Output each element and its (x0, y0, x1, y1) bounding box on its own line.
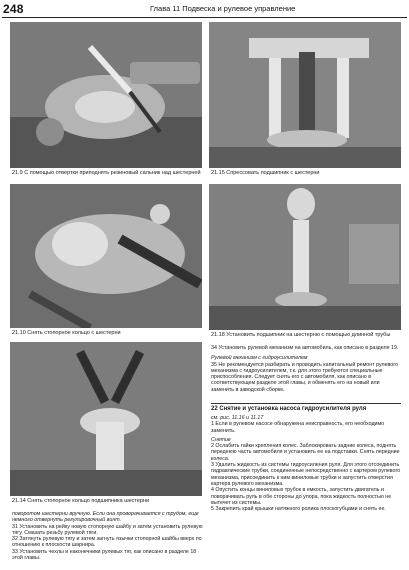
right-text-column (211, 345, 403, 393)
paragraph-30-continued: поворотом шестерни вручную. Если она проворачивается с трудом, еще немного отвернуть регулировочный винт. (12, 511, 199, 524)
figure-21-10-photo (10, 184, 202, 328)
section-22-paragraph-4: 4 Опустить концы виниловых трубок в емкость, запустить двигатель и поворачивать руль в обе стороны до упора, пока жидкость полностью не вытечет из системы. (211, 487, 392, 506)
figure-21-15-caption: 21.15 Спрессовать подшипник с шестерни (211, 170, 320, 176)
figure-21-9-photo (10, 22, 202, 168)
paragraph-35: 35 Не рекомендуется разбирать и проводить капитальный ремонт рулевого механизма с гидроусилителем, т.к. для этого требуются специальные приспособления. Следует снять его с автомобиля, как описано в соответствующем разделе этой главы, и обменять его на новый или заменить в заводской сборке. (211, 361, 398, 393)
paragraph-31: 31 Установить на рейку новую стопорную шайбу и затем установить рулевую тягу. Смазать резьбу рулевой тяги. (12, 523, 203, 536)
figure-21-18-photo (209, 184, 401, 330)
left-text-column (12, 511, 204, 561)
removal-subheading: Снятие (211, 436, 231, 443)
figure-21-9-caption: 21.9 С помощью отвертки приподнять резиновый сальник над шестерней (12, 170, 201, 176)
section-22-paragraph-2: 2 Ослабить гайки крепления колес. Заблокировать задние колеса, поднять переднюю часть автомобиля и установить ее на подставки. Снять передние колеса. (211, 443, 400, 462)
page-number: 248 (3, 2, 24, 16)
figure-21-10-caption: 21.10 Снять стопорное кольцо с шестерни (12, 330, 121, 336)
header-rule (2, 17, 407, 18)
figure-21-18-caption: 21.18 Установить подшипник на шестерню с помощью длинной трубы (211, 332, 391, 338)
section-22-paragraph-5: 5 Закрепить край крышки натяжного ролика плоскогубцами и снять ее. (211, 506, 386, 513)
paragraph-32: 32 Затянуть рулевую тягу и затем загнуть язычки стопорной шайбы вверх по отношению к плоскости шарнира. (12, 536, 202, 549)
paragraph-34: 34 Установить рулевой механизм на автомобиль, как описано в разделе 19. (211, 345, 399, 351)
section-22-paragraph-3: 3 Удалить жидкость из системы гидроусиления руля. Для этого отсоединить гидравлические трубки, соединенные непосредственно с картером рулевого механизма, присоединить к ним виниловые трубки и запустить отверстия картера рулевого механизма. (211, 462, 401, 487)
paragraph-33: 33 Установить чехлы и наконечники рулевых тяг, как описано в разделе 18 этой главы. (12, 548, 197, 562)
figure-21-14-photo (10, 342, 202, 496)
power-steering-subheading: Рулевой механизм с гидроусилителем (211, 355, 308, 362)
section-rule-top (211, 403, 401, 404)
section-22 (211, 406, 403, 512)
figure-references: см. рис. 11.16 и 11.17 (211, 415, 264, 421)
section-22-heading: 22 Снятие и установка насоса гидроусилителя руля (211, 406, 367, 412)
chapter-title: Глава 11 Подвеска и рулевое управление (150, 4, 296, 13)
figure-21-15-photo (209, 22, 401, 168)
figure-21-14-caption: 21.14 Снять стопорное кольцо подшипника шестерни (12, 498, 150, 504)
section-22-paragraph-1: 1 Если в рулевом насосе обнаружена неисправность, его необходимо заменить. (211, 421, 385, 434)
